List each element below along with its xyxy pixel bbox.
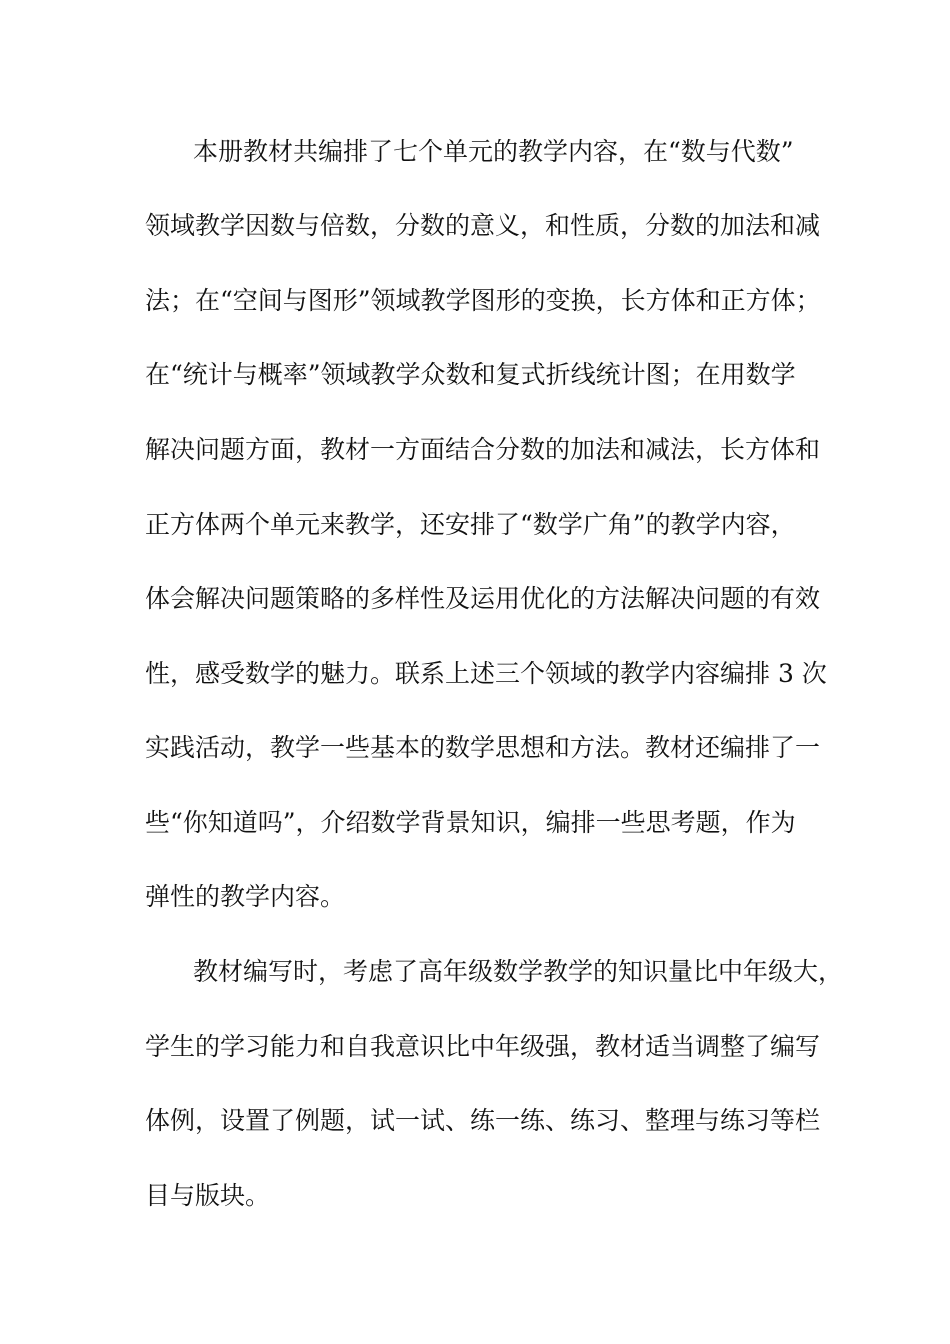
- paragraph-1-line-4: 在“统计与概率”领域教学众数和复式折线统计图；在用数学: [145, 360, 796, 389]
- paragraph-1-line-1: 本册教材共编排了七个单元的教学内容，在“数与代数”: [193, 137, 794, 166]
- paragraph-1-line-8: 性，感受数学的魅力。联系上述三个领域的教学内容编排 3 次: [145, 659, 827, 688]
- paragraph-1-line-9: 实践活动，教学一些基本的数学思想和方法。教材还编排了一: [145, 733, 821, 762]
- paragraph-1-line-11: 弹性的教学内容。: [145, 882, 346, 911]
- paragraph-1-line-3: 法；在“空间与图形”领域教学图形的变换，长方体和正方体；: [145, 286, 821, 315]
- paragraph-2-line-2: 学生的学习能力和自我意识比中年级强，教材适当调整了编写: [145, 1032, 821, 1061]
- paragraph-2-line-3: 体例，设置了例题，试一试、练一练、练习、整理与练习等栏: [145, 1106, 821, 1135]
- paragraph-1-line-10: 些“你知道吗”，介绍数学背景知识，编排一些思考题，作为: [145, 808, 796, 837]
- paragraph-1-line-2: 领域教学因数与倍数，分数的意义，和性质，分数的加法和减: [145, 211, 821, 240]
- paragraph-1-line-6: 正方体两个单元来教学，还安排了“数学广角”的教学内容，: [145, 510, 796, 539]
- paragraph-1-line-7: 体会解决问题策略的多样性及运用优化的方法解决问题的有效: [145, 584, 821, 613]
- paragraph-2-line-1: 教材编写时，考虑了高年级数学教学的知识量比中年级大，: [193, 957, 844, 986]
- paragraph-1-line-5: 解决问题方面，教材一方面结合分数的加法和减法，长方体和: [145, 435, 821, 464]
- paragraph-2-line-4: 目与版块。: [145, 1181, 271, 1210]
